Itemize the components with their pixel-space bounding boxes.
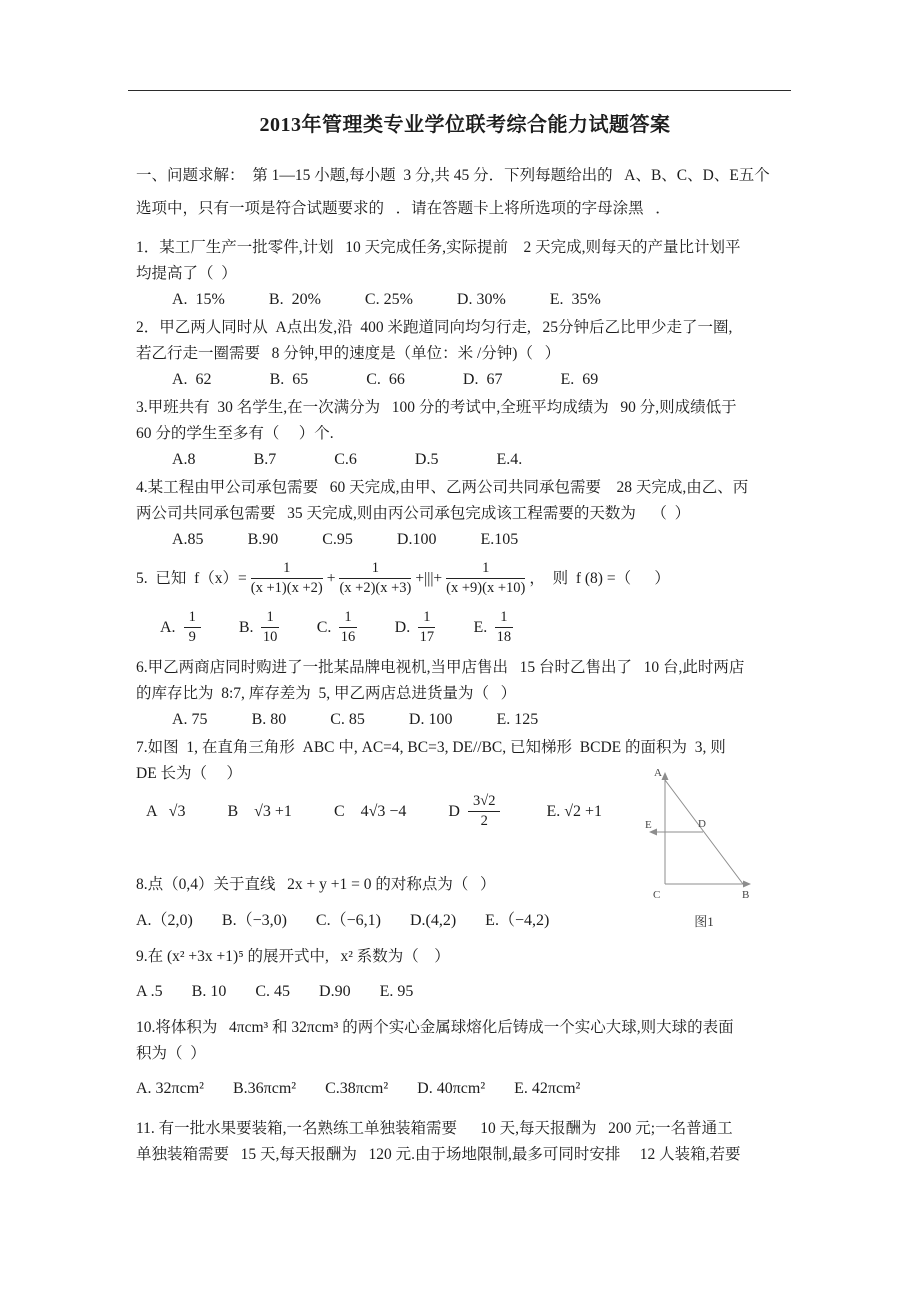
option-item bbox=[239, 609, 283, 646]
option-item: E. 35% bbox=[549, 291, 601, 308]
option-item: B √3 +1 bbox=[227, 803, 292, 820]
question-9-line: 9.在 (x² +3x +1)⁵ 的展开式中, x² 系数为（ ） bbox=[136, 947, 450, 965]
option-item bbox=[395, 609, 440, 646]
fraction-denominator: 16 bbox=[340, 629, 356, 645]
option-item: E. 95 bbox=[379, 983, 414, 1000]
option-item bbox=[317, 609, 361, 646]
option-item: A.85 bbox=[172, 531, 204, 548]
option-label: E. bbox=[473, 619, 488, 636]
fraction-denominator: (x +1)(x +2) bbox=[250, 580, 323, 596]
option-item: C.95 bbox=[322, 531, 353, 548]
intro-line-1: 一、问题求解： 第 1—15 小题,每小题 3 分,共 45 分．下列每题给出的 A、B、C、D、E五个 bbox=[136, 167, 770, 184]
question-10-line-2: 积为（ ） bbox=[136, 1044, 206, 1062]
option-item: E. 125 bbox=[496, 711, 539, 728]
fraction-denominator: (x +2)(x +3) bbox=[339, 580, 412, 596]
option-item bbox=[160, 609, 205, 646]
question-6-options bbox=[172, 708, 794, 731]
question-7-line-2: DE 长为（ ） bbox=[136, 764, 242, 782]
page-title: 2013年管理类专业学位联考综合能力试题答案 bbox=[259, 114, 671, 136]
question-6-line-1: 6.甲乙两商店同时购进了一批某品牌电视机,当甲店售出 15 台时乙售出了 10 台,此时两店 bbox=[136, 659, 745, 676]
arrow-up-icon bbox=[662, 772, 669, 780]
option-item: C. 25% bbox=[364, 291, 413, 308]
ellipsis-sign: +|||+ bbox=[415, 569, 443, 587]
option-item: C.38πcm² bbox=[325, 1080, 389, 1097]
option-item: C.（−6,1) bbox=[315, 911, 381, 929]
question-1-line-1: 1．某工厂生产一批零件,计划 10 天完成任务,实际提前 2 天完成,则每天的产量比计划平 bbox=[136, 239, 741, 256]
option-item: E. √2 +1 bbox=[546, 803, 603, 820]
question-9-options bbox=[136, 980, 794, 1003]
option-item: B.7 bbox=[253, 451, 277, 468]
option-item: C 4√3 −4 bbox=[333, 803, 407, 820]
option-item: C. 66 bbox=[366, 371, 405, 388]
option-item: A. 62 bbox=[172, 371, 212, 388]
option-item: D.(4,2) bbox=[409, 911, 457, 929]
option-item: A.8 bbox=[172, 451, 196, 468]
fraction-denominator: 9 bbox=[188, 629, 196, 645]
option-item: A √3 bbox=[146, 803, 186, 820]
option-item: B. 65 bbox=[269, 371, 309, 388]
fraction-numerator: 1 bbox=[339, 560, 411, 579]
fraction bbox=[339, 560, 411, 597]
fraction bbox=[495, 609, 512, 646]
question-4-line-2: 两公司共同承包需要 35 天完成,则由丙公司承包完成该工程需要的天数为 （ ） bbox=[136, 504, 691, 522]
option-item: B. 10 bbox=[191, 983, 227, 1000]
option-label: D. bbox=[394, 619, 411, 636]
arrow-right-icon bbox=[743, 881, 751, 888]
fraction-numerator: 1 bbox=[261, 609, 278, 628]
question-3-line-1: 3.甲班共有 30 名学生,在一次满分为 100 分的考试中,全班平均成绩为 90 分,则成绩低于 bbox=[136, 399, 737, 416]
fraction-denominator: 10 bbox=[262, 629, 278, 645]
question-2-options bbox=[172, 368, 794, 391]
fraction-numerator: 1 bbox=[495, 609, 512, 628]
fraction bbox=[468, 793, 500, 830]
fraction bbox=[261, 609, 278, 646]
fraction-numerator: 1 bbox=[418, 609, 435, 628]
option-item: C. 85 bbox=[330, 711, 365, 728]
option-item: A. 75 bbox=[172, 711, 208, 728]
vertex-label-c: C bbox=[653, 889, 661, 901]
option-item: D.100 bbox=[396, 531, 437, 548]
question-10-options bbox=[136, 1077, 794, 1100]
fraction-numerator: 1 bbox=[339, 609, 356, 628]
option-item: D. 100 bbox=[408, 711, 453, 728]
question-5-options bbox=[160, 609, 794, 646]
option-label: D bbox=[448, 803, 460, 820]
option-item: A. 32πcm² bbox=[136, 1080, 204, 1097]
q5-prefix: 5. 已知 f（x）= bbox=[136, 569, 247, 587]
fraction-denominator: 17 bbox=[419, 629, 435, 645]
question-3-options bbox=[172, 448, 794, 471]
question-1-line-2: 均提高了（ ） bbox=[136, 264, 237, 282]
fraction bbox=[184, 609, 201, 646]
vertex-label-a: A bbox=[654, 767, 662, 779]
question-8-line: 8.点（0,4）关于直线 2x + y +1 = 0 的对称点为（ ） bbox=[136, 876, 496, 893]
question-6-line-2: 的库存比为 8:7, 库存差为 5, 甲乙两店总进货量为（ ） bbox=[136, 684, 517, 702]
question-2-line-1: 2．甲乙两人同时从 A点出发,沿 400 米跑道同向均匀行走, 25分钟后乙比甲少走了一圈, bbox=[136, 319, 733, 336]
fraction-numerator: 1 bbox=[446, 560, 525, 579]
fraction bbox=[418, 609, 435, 646]
fraction-denominator: 18 bbox=[496, 629, 512, 645]
question-4-options bbox=[172, 528, 794, 551]
question-11-block bbox=[136, 1116, 794, 1167]
option-item: A .5 bbox=[136, 983, 163, 1000]
option-label: B. bbox=[238, 619, 254, 636]
option-item: D.90 bbox=[319, 983, 351, 1000]
option-item: E.4. bbox=[496, 451, 523, 468]
option-item: B.36πcm² bbox=[232, 1080, 297, 1097]
vertex-label-d: D bbox=[698, 818, 706, 830]
fraction bbox=[339, 609, 356, 646]
intro-line-2: 选项中，只有一项是符合试题要求的 ．请在答题卡上将所选项的字母涂黑 ． bbox=[136, 200, 671, 217]
fraction-denominator: 2 bbox=[480, 813, 488, 829]
triangle-diagram bbox=[645, 764, 763, 906]
option-item: E. 42πcm² bbox=[514, 1080, 581, 1097]
q7-figure bbox=[645, 764, 763, 930]
plus-sign: + bbox=[326, 569, 336, 587]
question-11-line-1: 11. 有一批水果要装箱,一名熟练工单独装箱需要 10 天,每天报酬为 200 元;一名普通工 bbox=[136, 1120, 733, 1137]
option-item: D. 40πcm² bbox=[417, 1080, 486, 1097]
option-label: C. bbox=[316, 619, 332, 636]
option-item: B. 20% bbox=[268, 291, 321, 308]
question-2-line-2: 若乙行走一圈需要 8 分钟,甲的速度是（单位：米 /分钟)（ ） bbox=[136, 344, 561, 362]
vertex-label-e: E bbox=[645, 819, 652, 831]
vertex-label-b: B bbox=[742, 889, 750, 901]
option-item bbox=[448, 793, 504, 830]
fraction-denominator: (x +9)(x +10) bbox=[446, 580, 526, 596]
question-7-line-1: 7.如图 1, 在直角三角形 ABC 中, AC=4, BC=3, DE//BC, 已知梯形 BCDE 的面积为 3, 则 bbox=[136, 739, 726, 756]
option-item: D.5 bbox=[414, 451, 439, 468]
question-11-line-2: 单独装箱需要 15 天,每天报酬为 120 元.由于场地限制,最多可同时安排 12 人装箱,若要 bbox=[136, 1145, 741, 1163]
fraction-numerator: 1 bbox=[184, 609, 201, 628]
header-rule bbox=[128, 90, 791, 91]
option-item: E.105 bbox=[480, 531, 519, 548]
figure-caption: 图1 bbox=[694, 914, 714, 929]
option-item: C. 45 bbox=[255, 983, 291, 1000]
option-item: B.（−3,0) bbox=[221, 911, 287, 929]
question-1-options bbox=[172, 288, 794, 311]
question-4-line-1: 4.某工程由甲公司承包需要 60 天完成,由甲、乙两公司共同承包需要 28 天完成,由乙、丙 bbox=[136, 479, 749, 496]
option-item: C.6 bbox=[334, 451, 357, 468]
question-3-line-2: 60 分的学生至多有（ ）个. bbox=[136, 424, 334, 442]
q5-suffix: ， 则 f (8) =（ ） bbox=[529, 569, 670, 587]
option-item: B.90 bbox=[247, 531, 279, 548]
option-item: A. 15% bbox=[172, 291, 225, 308]
fraction-numerator: 1 bbox=[251, 560, 323, 579]
question-5-formula bbox=[136, 560, 794, 597]
fraction-numerator: 3√2 bbox=[468, 793, 500, 812]
fraction bbox=[251, 560, 323, 597]
option-item: E. 69 bbox=[560, 371, 599, 388]
option-item: D. 30% bbox=[456, 291, 506, 308]
option-item: A.（2,0) bbox=[136, 911, 193, 929]
option-item bbox=[473, 609, 516, 646]
fraction bbox=[446, 560, 525, 597]
option-item: D. 67 bbox=[462, 371, 503, 388]
question-10-line-1: 10.将体积为 4πcm³ 和 32πcm³ 的两个实心金属球熔化后铸成一个实心大球,则大球的表面 bbox=[136, 1019, 734, 1036]
option-item: E.（−4,2) bbox=[485, 911, 550, 929]
option-label: A. bbox=[160, 619, 176, 636]
option-item: B. 80 bbox=[251, 711, 287, 728]
